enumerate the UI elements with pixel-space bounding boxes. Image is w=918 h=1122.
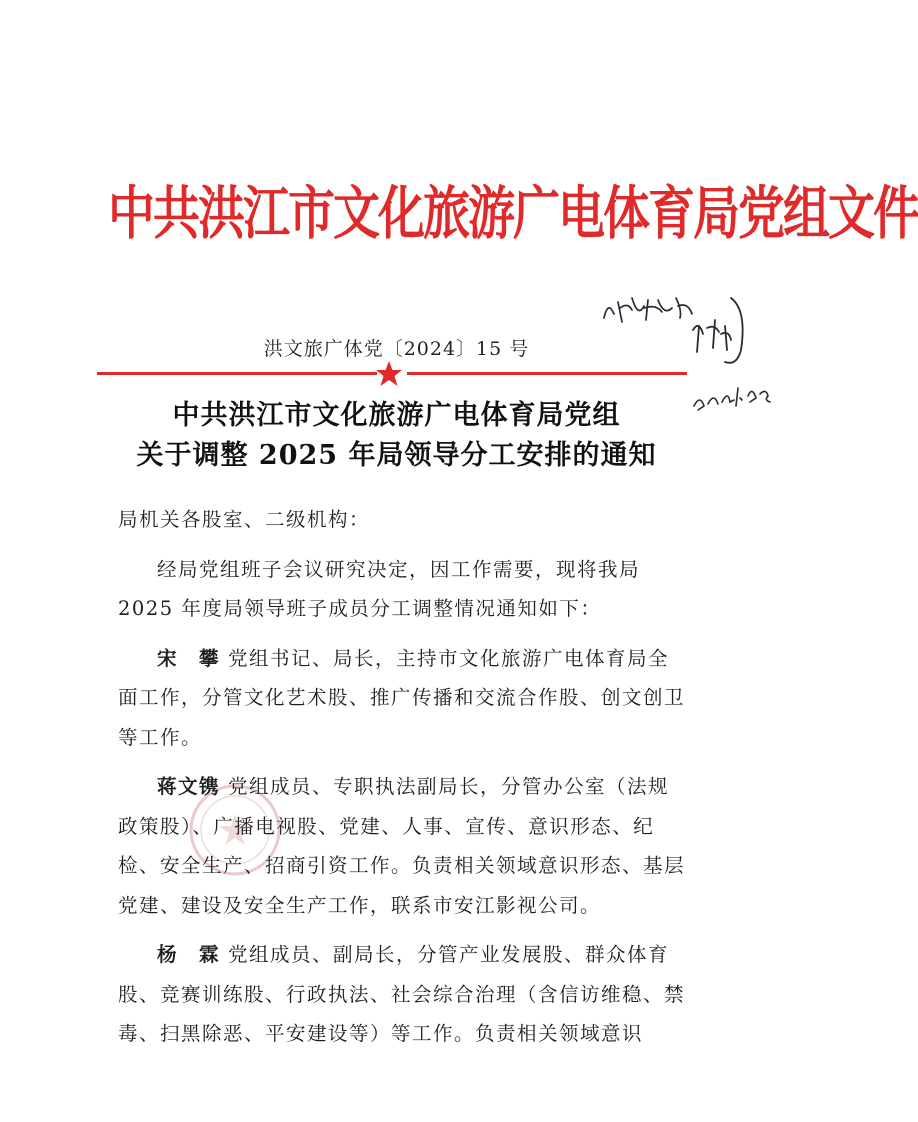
- document-body: [118, 500, 688, 1054]
- intro-paragraph: 经局党组班子会议研究决定，因工作需要，现将我局 2025 年度局领导班子成员分工调整情况通知如下：: [118, 557, 641, 620]
- leader-name: 蒋文镌: [157, 775, 221, 798]
- handwritten-signature-approval: [598, 288, 698, 332]
- red-divider-left: [97, 372, 377, 375]
- document-title-line-2: 关于调整 2025 年局领导分工安排的通知: [136, 440, 657, 471]
- leader-name: 宋 攀: [157, 646, 221, 670]
- leader-paragraph: [118, 639, 688, 758]
- leader-paragraph: [118, 935, 688, 1054]
- leader-duties: 党组书记、局长，主持市文化旅游广电体育局全面工作，分管文化艺术股、推广传播和交流合作股、创文创卫等工作。: [118, 646, 686, 749]
- red-divider-right: [407, 372, 687, 375]
- leader-name: 杨 霖: [157, 943, 221, 966]
- document-title-line-1: 中共洪江市文化旅游广电体育局党组: [172, 400, 621, 431]
- masthead-title: 中共洪江市文化旅游广电体育局党组文件: [108, 180, 918, 248]
- leader-duties: 党组成员、副局长，分管产业发展股、群众体育股、竞赛训练股、行政执法、社会综合治理（含信访维稳、禁毒、扫黑除恶、平安建设等）等工作。负责相关领域意识: [118, 943, 686, 1045]
- document-number: 洪文旅广体党〔2024〕15 号: [263, 338, 530, 360]
- recipient-line: 局机关各股室、二级机构：: [118, 508, 371, 531]
- leader-paragraph: [118, 767, 688, 925]
- red-star-icon: [374, 359, 404, 389]
- leader-duties: 党组成员、专职执法副局长，分管办公室（法规政策股）、广播电视股、党建、人事、宣传、意识形态、纪检、安全生产、招商引资工作。负责相关领域意识形态、基层党建、建设及安全生产工作，联系市安江影视公司。: [118, 775, 686, 917]
